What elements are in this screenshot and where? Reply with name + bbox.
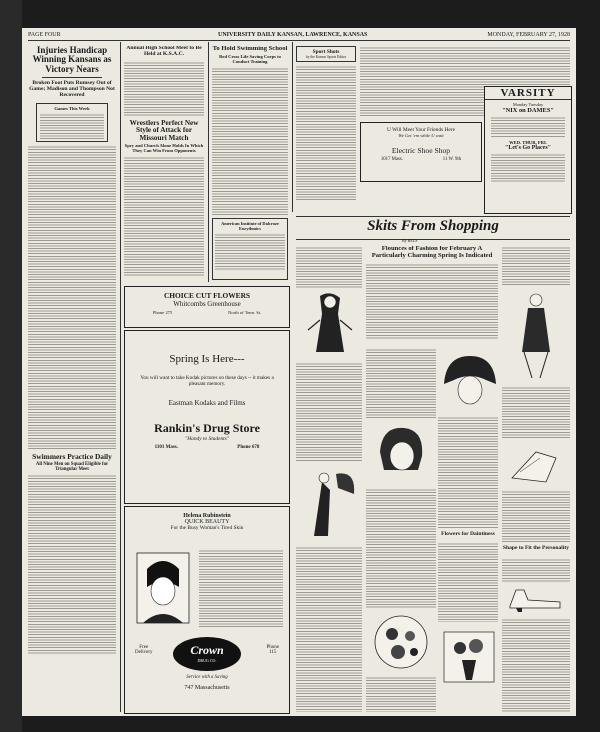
wrestlers-body: [124, 156, 204, 276]
skits-col2-end: [366, 676, 436, 712]
meet-body: [124, 61, 204, 117]
crown-phone: 115: [269, 650, 277, 655]
varsity-film: "NIX on DAMES": [502, 107, 554, 114]
skits-col1-cont: [296, 546, 362, 712]
sport-shots-body: [296, 65, 356, 201]
dress-figure-illustration: [506, 290, 566, 382]
masthead: UNIVERSITY DAILY KANSAN, LAWRENCE, KANSAS: [218, 32, 368, 38]
binding-edge: [0, 0, 22, 732]
skits-col1-intro: [296, 246, 362, 288]
skits-col4-more: [502, 558, 570, 582]
shoe-illustration: [506, 584, 566, 614]
varsity-days: WED. THUR. FRI.: [509, 140, 547, 145]
electric-addr1: 1017 Mass.: [380, 157, 403, 162]
drug-slogan: "Handy to Students": [184, 436, 230, 442]
flowers-name: Whitcombs Greenhouse: [173, 300, 241, 308]
electric-invite: U Will Meet Your Friends Here: [387, 127, 455, 133]
varsity-theater-ad: [484, 86, 572, 214]
column-rule: [292, 42, 293, 212]
rubinstein-sub2: For the Busy Woman's Tired Skin: [170, 525, 244, 531]
varsity-film2: "Let's Go Places": [505, 145, 551, 151]
fashion-figure-illustration: [300, 290, 360, 358]
rubinstein-sub1: QUICK BEAUTY: [184, 519, 230, 525]
flowers-addr: North of Tenn. St.: [228, 310, 262, 315]
skits-headline: Flounces of Fashion for February A Particularly Charming Spring Is Indicated: [371, 246, 493, 259]
crown-name: Crown: [190, 643, 224, 657]
rubinstein-title: Helena Rubinstein: [183, 513, 231, 519]
skits-title: Skits From Shopping: [367, 218, 499, 234]
crown-delivery: Delivery: [135, 650, 153, 655]
skits-col2-body: [366, 348, 436, 418]
skits-col1-body: [296, 362, 362, 462]
varsity-name: VARSITY: [485, 87, 571, 100]
meet-headline: Annual High School Meet to Be Held at K.S.A.C.: [126, 46, 202, 57]
flower-vase-illustration: [438, 626, 500, 688]
electric-shoe-shop-ad: [360, 122, 482, 182]
cloche-hat-illustration: [438, 350, 500, 412]
swim-school-body: [212, 67, 288, 215]
lead-headline: Injuries Handicap Winning Kansans as Victory Nears: [32, 46, 112, 74]
swimmers-headline: Swimmers Practice Daily: [32, 451, 112, 461]
flowers-phone: Phone 275: [152, 310, 173, 315]
crown-slogan: Service with a Saving: [186, 675, 228, 680]
column-rule: [120, 42, 121, 712]
crown-phone-label: Phone: [266, 645, 279, 650]
skits-banner: [296, 216, 570, 240]
drug-phone: Phone 678: [237, 445, 260, 450]
whitcombs-flowers-ad: [124, 286, 290, 328]
crown-addr: 747 Massachusetts: [184, 685, 230, 691]
flowers-title: CHOICE CUT FLOWERS: [163, 291, 251, 300]
woman-portrait-illustration: [133, 547, 193, 627]
dalcroze-ad: [212, 218, 288, 280]
issue-date: MONDAY, FEBRUARY 27, 1928: [487, 32, 570, 38]
drug-name: Rankin's Drug Store: [154, 421, 260, 435]
skits-col4-end: [502, 618, 570, 712]
sport-shots-title: Sport Shots: [312, 49, 340, 55]
skits-col3-cont: [438, 542, 498, 622]
page-header: [28, 31, 570, 41]
floral-pattern-illustration: [368, 612, 434, 672]
sport-shots-box: [296, 46, 356, 62]
varsity-day: Monday Tuesday: [512, 102, 544, 107]
glove-illustration: [506, 442, 566, 486]
drug-addr: 1101 Mass.: [154, 445, 178, 450]
column-sports-mid: [124, 46, 204, 282]
skits-col2-cont: [366, 488, 436, 608]
swim-school-headline: To Hold Swimming School: [212, 46, 288, 52]
skits-col3-body: [438, 416, 498, 528]
spring-title: Spring Is Here---: [169, 353, 245, 365]
electric-addr2: 11 W. 9th: [442, 157, 462, 162]
skits-byline: By BELS: [402, 238, 418, 243]
games-box: [36, 103, 108, 142]
dalcroze-title: American Institute of Dalcroze Eurythmics: [221, 220, 279, 231]
skits-col4-body: [502, 386, 570, 438]
newspaper-page: [22, 28, 576, 716]
lead-deck: Broken Foot Puts Rumsey Out of Game; Madison and Thompson Not Recovered: [29, 80, 115, 98]
sport-shots-byline: by the Kansas Sports Editor: [305, 55, 347, 59]
rankins-drug-store-ad: [124, 330, 290, 504]
column-sport-shots: [296, 46, 356, 212]
electric-tagline: We Get 'em while U wait: [398, 133, 444, 138]
crown-drug: DRUG CO.: [197, 658, 217, 663]
column-swim-school: [212, 46, 288, 282]
crown-free: Free: [139, 645, 149, 650]
flowers-daintiness-headline: Flowers for Daintiness: [441, 531, 495, 537]
column-sports-left: [28, 46, 116, 712]
spring-body: You will want to take Kodak pictures on these days -- it makes a pleasant memory.: [140, 375, 274, 387]
lead-story-body: [28, 145, 116, 449]
skits-lead-story: [366, 246, 498, 346]
column-rule: [208, 42, 209, 282]
swimmers-body: [28, 474, 116, 654]
swim-school-deck: Red Cross Life Saving Corps to Conduct Training: [219, 53, 281, 64]
crown-drug-ad: [124, 506, 290, 714]
skits-col4-cont: [502, 490, 570, 542]
umbrella-figure-illustration: [300, 466, 360, 542]
bob-hairstyle-illustration: [368, 422, 434, 484]
electric-name: Electric Shoe Shop: [391, 146, 451, 155]
wrestlers-deck: Spry and Church Alone Holds In Which They Can Win From Opponents: [124, 143, 204, 154]
games-box-title: Games This Week: [54, 105, 90, 111]
wrestlers-headline: Wrestlers Perfect New Style of Attack for Missouri Match: [129, 118, 199, 142]
crown-logo: [173, 637, 241, 671]
page-number: PAGE FOUR: [28, 32, 61, 38]
shape-personality-headline: Shape to Fit the Personality: [502, 545, 570, 551]
swimmers-deck: All Nine Men on Squad Eligible for Triangular Meet: [35, 462, 109, 473]
skits-col4-intro: [502, 246, 570, 286]
spring-brand: Eastman Kodaks and Films: [168, 399, 246, 407]
